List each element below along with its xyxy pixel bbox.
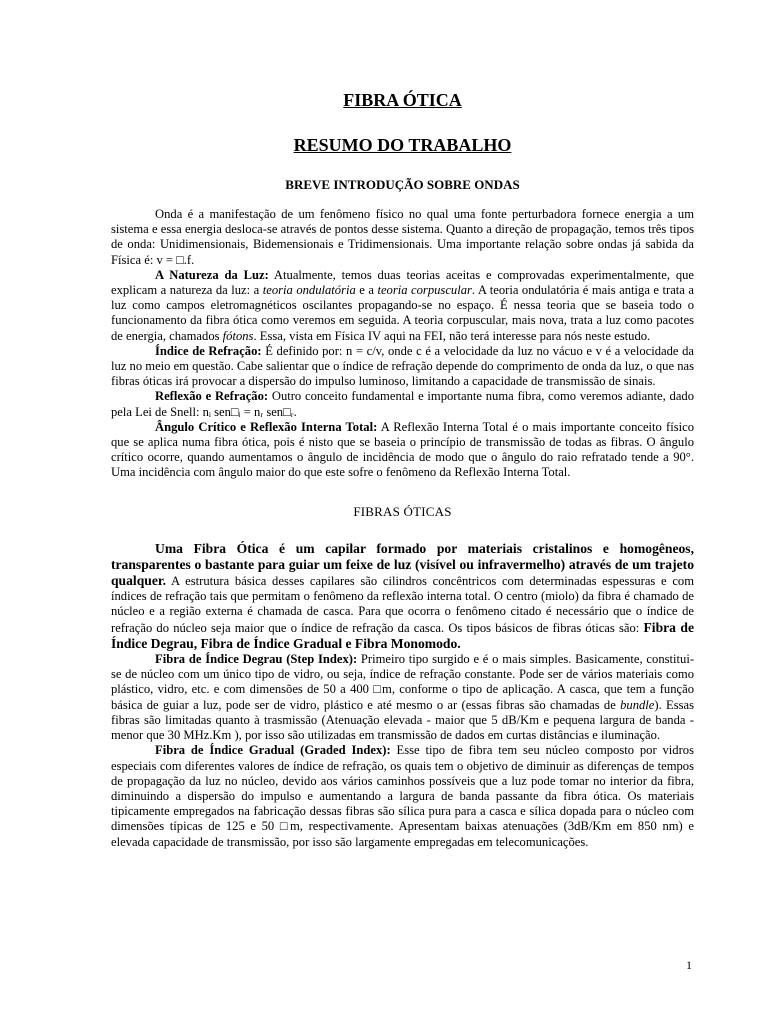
section-heading-ondas: BREVE INTRODUÇÃO SOBRE ONDAS [285,177,520,192]
paragraph-angulo-critico: Ângulo Crítico e Reflexão Interna Total: A Reflexão Interna Total é o mais importante conceito físico que se aplica numa fibra ótica, pois é nisto que se baseia o princípio de transmissão de todas as fibras. O ângulo crítico ocorre, quando aumentamos o ângulo de incidência de modo que o ângulo do raio refratado tende a 90°. Uma incidência com ângulo maior do que este sofre o fenômeno da Reflexão Interna Total. [111,419,694,480]
paragraph-natureza-luz: A Natureza da Luz: Atualmente, temos duas teorias aceitas e comprovadas experimentalmente, que explicam a natureza da luz: a teoria ondulatória e a teoria corpuscular. A teoria ondulatória é mais antiga e trata a luz como campos eletromagnéticos oscilantes propagando-se no espaço. É nessa teoria que se baseia todo o funcionamento da fibra ótica como veremos em seguida. A teoria corpuscular, mais nova, trata a luz como pacotes de energia, chamados fótons. Essa, vista em Física IV aqui na FEI, não terá interesse para nós neste estudo. [111,267,694,343]
paragraph-reflexao-refracao: Reflexão e Refração: Outro conceito fundamental e importante numa fibra, como veremos adiante, dado pela Lei de Snell: nᵢ sen□ᵢ = nᵣ sen□ᵣ. [111,389,694,419]
paragraph-fibra-otica: Uma Fibra Ótica é um capilar formado por materiais cristalinos e homogêneos, transparentes o bastante para guiar um feixe de luz (visível ou infravermelho) através de um trajeto qualquer. A estrutura básica desses capilares são cilindros concêntricos com determinadas espessuras e com índices de refração tais que permitam o fenômeno da reflexão interna total. O centro (miolo) da fibra é chamado de núcleo e a região externa é chamada de casca. Para que ocorra o fenômeno citado é necessário que o índice de refração do núcleo seja maior que o índice de refração da casca. Os tipos básicos de fibras óticas são: Fibra de Índice Degrau, Fibra de Índice Gradual e Fibra Monomodo. [111,540,694,651]
term-fibra-otica: Uma Fibra Ótica é um capilar formado por materiais cristalinos e homogêneos, transparentes o bastante para guiar um feixe de luz (visível ou infravermelho) através de um trajeto qualquer. [111,540,694,589]
paragraph-onda: Onda é a manifestação de um fenômeno físico no qual uma fonte perturbadora fornece energia a um sistema e essa energia desloca-se através de pontos desse sistema. Quanto a direção de propagação, temos três tipos de onda: Unidimensionais, Bidemensionais e Tridimensionais. Uma importante relação sobre ondas já sabida da Física é: v = □.f. [111,207,694,267]
document-subtitle: RESUMO DO TRABALHO [293,135,512,155]
page-content [111,90,694,850]
paragraph-indice-gradual: Fibra de Índice Gradual (Graded Index): Esse tipo de fibra tem seu núcleo composto por vidros especiais com diferentes valores de índice de refração, os quais tem o objetivo de diminuir as diferenças de tempos de propagação da luz no núcleo, devido aos vários caminhos possíveis que a luz pode tomar no interior da fibra, diminuindo a dispersão do impulso e aumentando a largura de banda passante da fibra ótica. Os materiais tipicamente empregados na fabricação dessas fibras são sílica pura para a casca e sílica dopada para o núcleo com dimensões típicas de 125 e 50 □m, respectivamente. Apresentam baixas atenuações (3dB/Km em 850 nm) e elevada capacidade de transmissão, por isso são largamente empregadas em telecomunicações. [111,743,694,849]
term-indice-degrau: Fibra de Índice Degrau (Step Index): [155,652,358,667]
term-indice-refracao: Índice de Refração: [155,343,262,358]
document-title: FIBRA ÓTICA [343,90,462,110]
term-natureza-luz: A Natureza da Luz: [155,267,269,282]
paragraph-indice-refracao: Índice de Refração: É definido por: n = c/v, onde c é a velocidade da luz no vácuo e v é a velocidade da luz no meio em questão. Cabe salientar que o índice de refração depende do comprimento de onda da luz, o que nas fibras óticas irá provocar a dispersão do impulso luminoso, limitando a capacidade de transmissão de sinais. [111,343,694,389]
term-indice-gradual: Fibra de Índice Gradual (Graded Index): [155,743,391,758]
paragraph-indice-degrau: Fibra de Índice Degrau (Step Index): Primeiro tipo surgido e é o mais simples. Basicamente, constitui-se de núcleo com um único tipo de vidro, ou seja, índice de refração constante. Pode ser de vários materiais como plástico, vidro, etc. e com dimensões de 50 a 400 □m, conforme o tipo de aplicação. A casca, que tem a função básica de guiar a luz, pode ser de vidro, plástico e até mesmo o ar (essas fibras são chamadas de bundle). Essas fibras são limitadas quanto à trasmissão (Atenuação elevada - maior que 5 dB/Km e pequena largura de banda - menor que 30 MHz.Km ), por isso são utilizadas em transmissão de dados em curtas distâncias e iluminação. [111,652,695,743]
term-reflexao-refracao: Reflexão e Refração: [155,389,269,404]
section-heading-fibras: FIBRAS ÓTICAS [353,503,452,519]
page-number: 1 [686,958,692,972]
term-angulo-critico: Ângulo Crítico e Reflexão Interna Total: [155,419,378,434]
